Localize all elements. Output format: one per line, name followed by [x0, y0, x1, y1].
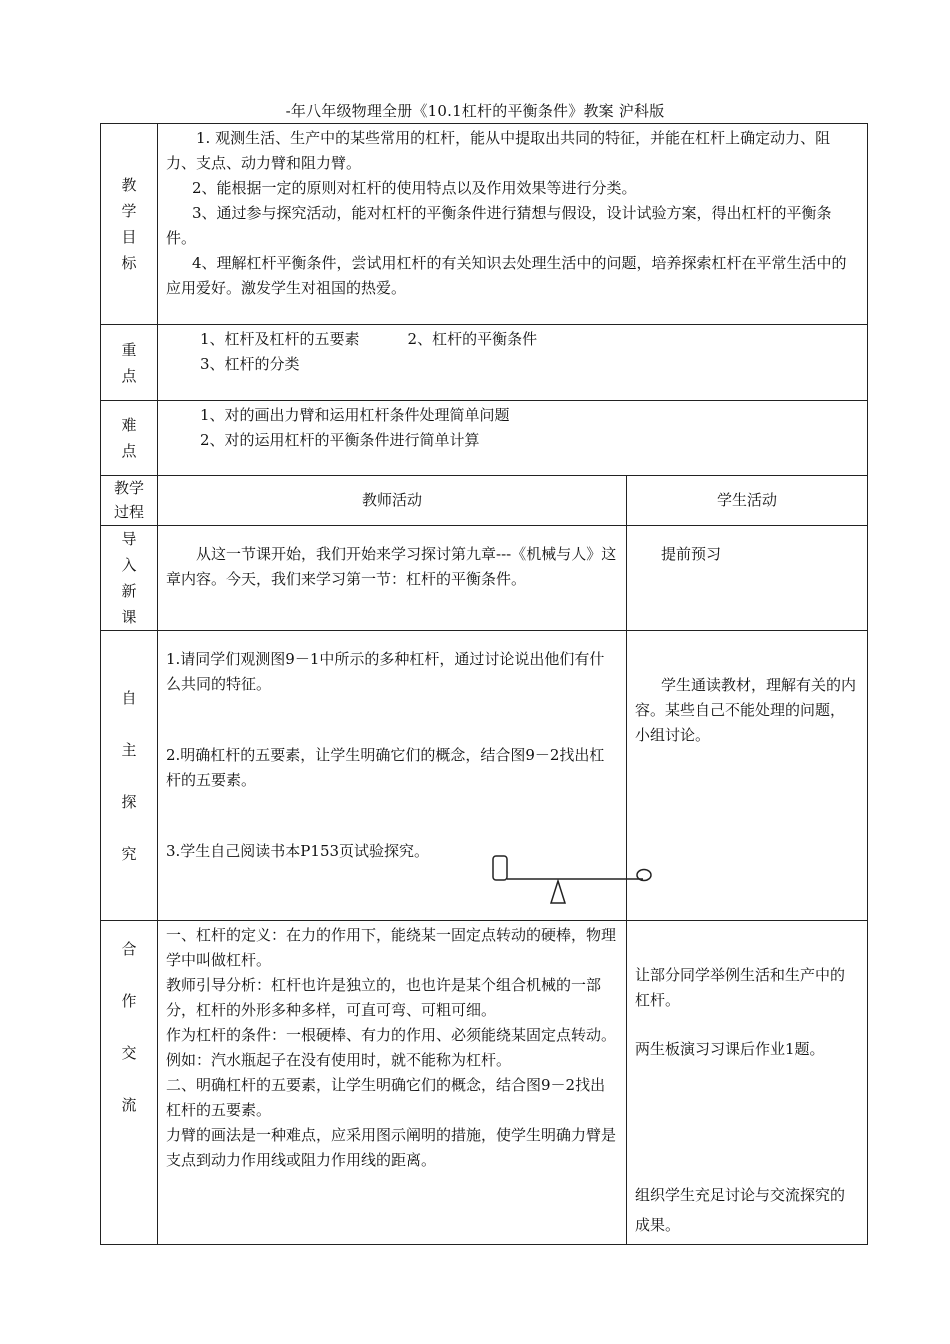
objectives-row — [101, 124, 868, 325]
cooperation-teacher — [158, 921, 627, 1245]
objective-2: 2、能根据一定的原则对杠杆的使用特点以及作用效果等进行分类。 — [192, 179, 637, 197]
key-points-content — [158, 325, 868, 401]
self-study-row — [101, 631, 868, 921]
cooperation-student — [627, 921, 868, 1245]
intro-teacher-text: 从这一节课开始，我们开始来学习探讨第九章---《机械与人》这章内容。今天，我们来学习第一节：杠杆的平衡条件。 — [166, 545, 617, 588]
cooperation-student-1: 让部分同学举例生活和生产中的杠杆。 — [635, 966, 846, 1009]
intro-row — [101, 526, 868, 631]
self-study-student — [627, 631, 868, 921]
cooperation-student-2: 两生板演习习课后作业1题。 — [635, 1040, 825, 1058]
intro-label: 导入新课 — [121, 530, 137, 626]
key-point-2: 2、杠杆的平衡条件 — [407, 330, 538, 348]
cooperation-line-1: 一、杠杆的定义：在力的作用下，能绕某一固定点转动的硬棒，物理学中叫做杠杆。 — [166, 926, 617, 969]
difficulty-1: 1、对的画出力臂和运用杠杆条件处理简单问题 — [200, 406, 510, 424]
self-study-label-cell — [101, 631, 158, 921]
difficulties-row — [101, 401, 868, 476]
lesson-plan-table — [100, 123, 868, 1245]
cooperation-label: 合作交流 — [121, 940, 137, 1114]
key-points-row — [101, 325, 868, 401]
lever-diagram — [491, 855, 655, 909]
difficulties-content — [158, 401, 868, 476]
key-point-1: 1、杠杆及杠杆的五要素 — [200, 330, 360, 348]
self-study-label: 自主探究 — [121, 688, 137, 863]
cooperation-line-2: 教师引导分析：杠杆也许是独立的，也也许是某个组合机械的一部分，杠杆的外形多种多样，可直可弯、可粗可细。 — [166, 976, 602, 1019]
difficulties-label-cell — [101, 401, 158, 476]
key-points-line-1 — [166, 327, 859, 352]
cooperation-line-3: 作为杠杆的条件：一根硬棒、有力的作用、必须能绕某固定点转动。例如：汽水瓶起子在没有使用时，就不能称为杠杆。 — [166, 1026, 617, 1069]
process-label-cell — [101, 476, 158, 526]
intro-teacher — [158, 526, 627, 631]
cooperation-line-5: 力臂的画法是一种难点，应采用图示阐明的措施，使学生明确力臂是支点到动力作用线或阻力作用线的距离。 — [166, 1126, 617, 1169]
key-points-label: 重点 — [121, 340, 137, 385]
self-study-item-2: 2.明确杠杆的五要素，让学生明确它们的概念，结合图9－2找出杠杆的五要素。 — [166, 746, 605, 789]
cooperation-label-cell — [101, 921, 158, 1245]
process-header-row — [101, 476, 868, 526]
difficulties-label: 难点 — [121, 416, 137, 460]
page-title: -年八年级物理全册《10.1杠杆的平衡条件》教案 沪科版 — [285, 102, 665, 120]
self-study-item-3: 3.学生自己阅读书本P153页试验探究。 — [166, 842, 430, 860]
difficulty-2: 2、对的运用杠杆的平衡条件进行简单计算 — [200, 431, 480, 449]
lever-fulcrum — [551, 881, 565, 903]
teacher-activity-header: 教师活动 — [158, 476, 627, 526]
lever-weight — [637, 870, 651, 881]
cooperation-line-4: 二、明确杠杆的五要素，让学生明确它们的概念，结合图9－2找出杠杆的五要素。 — [166, 1076, 606, 1119]
key-point-3: 3、杠杆的分类 — [200, 355, 300, 373]
cooperation-row — [101, 921, 868, 1245]
cooperation-student-3: 组织学生充足讨论与交流探究的成果。 — [635, 1186, 846, 1234]
objective-3: 3、通过参与探究活动，能对杠杆的平衡条件进行猜想与假设，设计试验方案，得出杠杆的平衡条件。 — [166, 204, 832, 247]
intro-student — [627, 526, 868, 631]
intro-label-cell — [101, 526, 158, 631]
key-points-label-cell — [101, 325, 158, 401]
lever-block — [493, 856, 507, 880]
objectives-label: 教学目标 — [121, 176, 137, 272]
self-study-student-text: 学生通读教材，理解有关的内容。某些自己不能处理的问题，小组讨论。 — [635, 676, 857, 744]
self-study-item-1: 1.请同学们观测图9－1中所示的多种杠杆，通过讨论说出他们有什么共同的特征。 — [166, 650, 605, 693]
objective-1: 1. 观测生活、生产中的某些常用的杠杆，能从中提取出共同的特征，并能在杠杆上确定动力、阻力、支点、动力臂和阻力臂。 — [166, 129, 831, 172]
process-label: 教学过程 — [113, 479, 144, 521]
student-activity-header: 学生活动 — [627, 476, 868, 526]
objectives-content — [158, 124, 868, 325]
intro-student-text: 提前预习 — [661, 545, 722, 563]
objective-4: 4、理解杠杆平衡条件，尝试用杠杆的有关知识去处理生活中的问题，培养探索杠杆在平常生活中的应用爱好。激发学生对祖国的热爱。 — [166, 254, 847, 297]
objectives-label-cell — [101, 124, 158, 325]
